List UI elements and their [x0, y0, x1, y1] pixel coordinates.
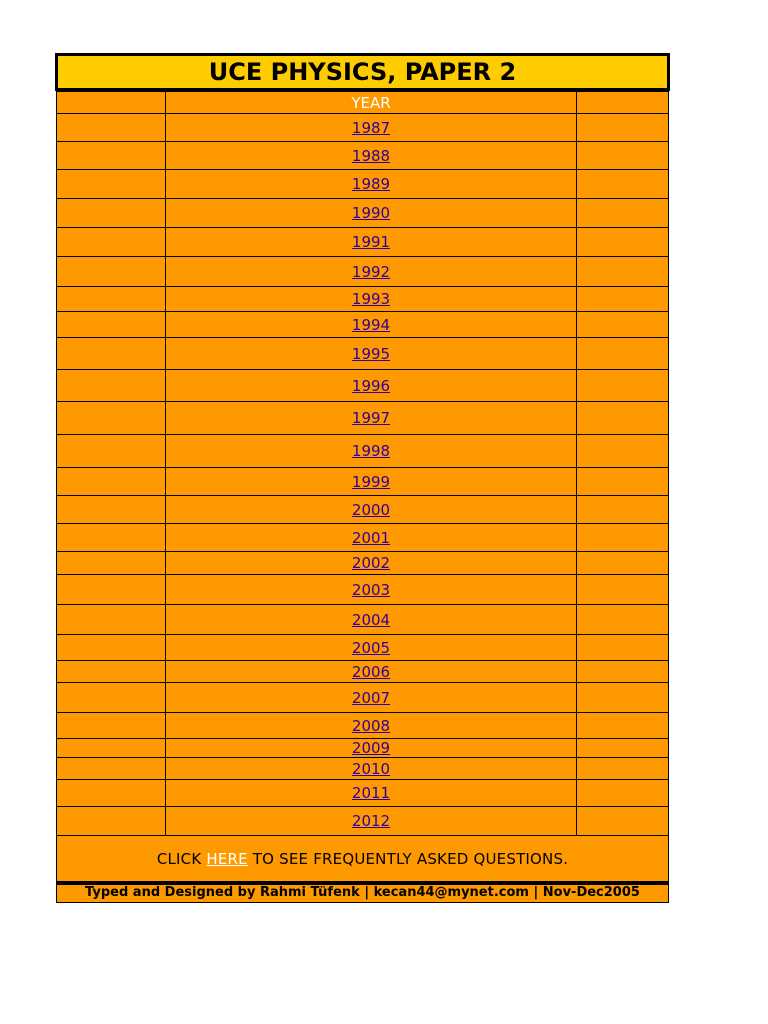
year-cell [166, 780, 577, 807]
year-cell [166, 496, 577, 524]
year-link-1995[interactable]: 1995 [351, 344, 391, 363]
table-row [57, 402, 669, 435]
year-link-2006[interactable]: 2006 [351, 662, 391, 681]
row-cell-left [57, 228, 166, 257]
row-cell-left [57, 575, 166, 605]
row-cell-right [577, 142, 669, 170]
row-cell-right [577, 739, 669, 758]
table-row [57, 496, 669, 524]
year-cell [166, 661, 577, 683]
year-link-1989[interactable]: 1989 [351, 175, 391, 193]
row-cell-left [57, 468, 166, 496]
year-cell [166, 605, 577, 635]
row-cell-right [577, 713, 669, 739]
year-cell [166, 257, 577, 287]
row-cell-right [577, 114, 669, 142]
year-link-1998[interactable]: 1998 [351, 442, 391, 460]
year-table [56, 91, 669, 882]
year-cell [166, 435, 577, 468]
year-link-2000[interactable]: 2000 [351, 500, 391, 519]
year-cell [166, 524, 577, 552]
year-link-1987[interactable]: 1987 [351, 118, 391, 137]
year-link-2007[interactable]: 2007 [351, 688, 391, 707]
table-row [57, 605, 669, 635]
year-link-2005[interactable]: 2005 [351, 638, 391, 657]
row-cell-left [57, 312, 166, 338]
table-row [57, 635, 669, 661]
year-cell [166, 739, 577, 758]
table-row [57, 758, 669, 780]
table-row [57, 114, 669, 142]
faq-here-link[interactable]: HERE [206, 849, 248, 868]
faq-cell [57, 836, 669, 882]
year-cell [166, 312, 577, 338]
year-cell [166, 468, 577, 496]
table-row [57, 552, 669, 575]
row-cell-left [57, 605, 166, 635]
year-cell [166, 683, 577, 713]
year-link-1993[interactable]: 1993 [351, 290, 391, 308]
row-cell-right [577, 552, 669, 575]
row-cell-left [57, 257, 166, 287]
row-cell-left [57, 807, 166, 836]
row-cell-left [57, 524, 166, 552]
faq-suffix: TO SEE FREQUENTLY ASKED QUESTIONS. [247, 849, 569, 868]
year-link-1996[interactable]: 1996 [351, 376, 391, 395]
row-cell-right [577, 807, 669, 836]
page-title: UCE PHYSICS, PAPER 2 [55, 53, 670, 91]
row-cell-right [577, 468, 669, 496]
table-row [57, 435, 669, 468]
table-row [57, 683, 669, 713]
table-row [57, 338, 669, 370]
row-cell-left [57, 114, 166, 142]
year-cell [166, 713, 577, 739]
year-cell [166, 807, 577, 836]
year-cell [166, 114, 577, 142]
year-cell [166, 142, 577, 170]
row-cell-right [577, 338, 669, 370]
header-cell-left [57, 92, 166, 114]
year-cell [166, 552, 577, 575]
year-column-header: YEAR [166, 92, 577, 114]
table-row [57, 713, 669, 739]
row-cell-left [57, 661, 166, 683]
row-cell-right [577, 199, 669, 228]
year-link-2012[interactable]: 2012 [351, 812, 391, 830]
table-row [57, 524, 669, 552]
year-link-1997[interactable]: 1997 [351, 409, 391, 427]
row-cell-left [57, 683, 166, 713]
row-cell-left [57, 199, 166, 228]
header-cell-right [577, 92, 669, 114]
year-cell [166, 199, 577, 228]
row-cell-right [577, 575, 669, 605]
year-cell [166, 575, 577, 605]
year-link-1992[interactable]: 1992 [351, 262, 391, 281]
table-row [57, 370, 669, 402]
row-cell-right [577, 635, 669, 661]
row-cell-left [57, 142, 166, 170]
sheet [55, 53, 670, 903]
year-link-1988[interactable]: 1988 [351, 146, 391, 165]
row-cell-right [577, 496, 669, 524]
row-cell-right [577, 435, 669, 468]
table-row [57, 142, 669, 170]
year-cell [166, 228, 577, 257]
header-row [57, 92, 669, 114]
row-cell-right [577, 683, 669, 713]
year-link-1999[interactable]: 1999 [351, 472, 391, 491]
row-cell-left [57, 287, 166, 312]
row-cell-right [577, 312, 669, 338]
row-cell-left [57, 370, 166, 402]
year-link-2001[interactable]: 2001 [351, 528, 391, 547]
row-cell-right [577, 370, 669, 402]
year-link-1994[interactable]: 1994 [351, 315, 391, 334]
row-cell-left [57, 552, 166, 575]
year-link-2008[interactable]: 2008 [351, 716, 391, 735]
year-link-2011[interactable]: 2011 [351, 784, 391, 802]
year-link-2002[interactable]: 2002 [351, 554, 391, 572]
row-cell-right [577, 402, 669, 435]
row-cell-left [57, 170, 166, 199]
row-cell-left [57, 338, 166, 370]
year-link-2010[interactable]: 2010 [351, 759, 391, 778]
year-link-1991[interactable]: 1991 [351, 233, 391, 251]
row-cell-left [57, 758, 166, 780]
row-cell-left [57, 402, 166, 435]
year-cell [166, 402, 577, 435]
table-row [57, 661, 669, 683]
year-link-2004[interactable]: 2004 [351, 610, 391, 629]
table-row [57, 312, 669, 338]
row-cell-left [57, 435, 166, 468]
year-cell [166, 170, 577, 199]
row-cell-right [577, 661, 669, 683]
year-link-1990[interactable]: 1990 [351, 204, 391, 222]
table-row [57, 287, 669, 312]
table-row [57, 468, 669, 496]
row-cell-right [577, 605, 669, 635]
row-cell-left [57, 496, 166, 524]
row-cell-right [577, 287, 669, 312]
row-cell-left [57, 635, 166, 661]
year-cell [166, 287, 577, 312]
row-cell-right [577, 257, 669, 287]
row-cell-right [577, 780, 669, 807]
row-cell-right [577, 170, 669, 199]
table-row [57, 257, 669, 287]
table-row [57, 170, 669, 199]
faq-row [57, 836, 669, 882]
year-cell [166, 758, 577, 780]
table-row [57, 199, 669, 228]
row-cell-left [57, 739, 166, 758]
year-link-2009[interactable]: 2009 [351, 739, 391, 757]
year-cell [166, 370, 577, 402]
row-cell-right [577, 228, 669, 257]
faq-prefix: CLICK [156, 849, 207, 868]
row-cell-left [57, 780, 166, 807]
footer-credit: Typed and Designed by Rahmi Tüfenk | kecan44@mynet.com | Nov-Dec2005 [56, 882, 669, 903]
year-cell [166, 635, 577, 661]
table-row [57, 228, 669, 257]
row-cell-left [57, 713, 166, 739]
row-cell-right [577, 524, 669, 552]
table-row [57, 807, 669, 836]
row-cell-right [577, 758, 669, 780]
year-cell [166, 338, 577, 370]
year-link-2003[interactable]: 2003 [351, 580, 391, 599]
table-row [57, 739, 669, 758]
table-row [57, 780, 669, 807]
table-row [57, 575, 669, 605]
